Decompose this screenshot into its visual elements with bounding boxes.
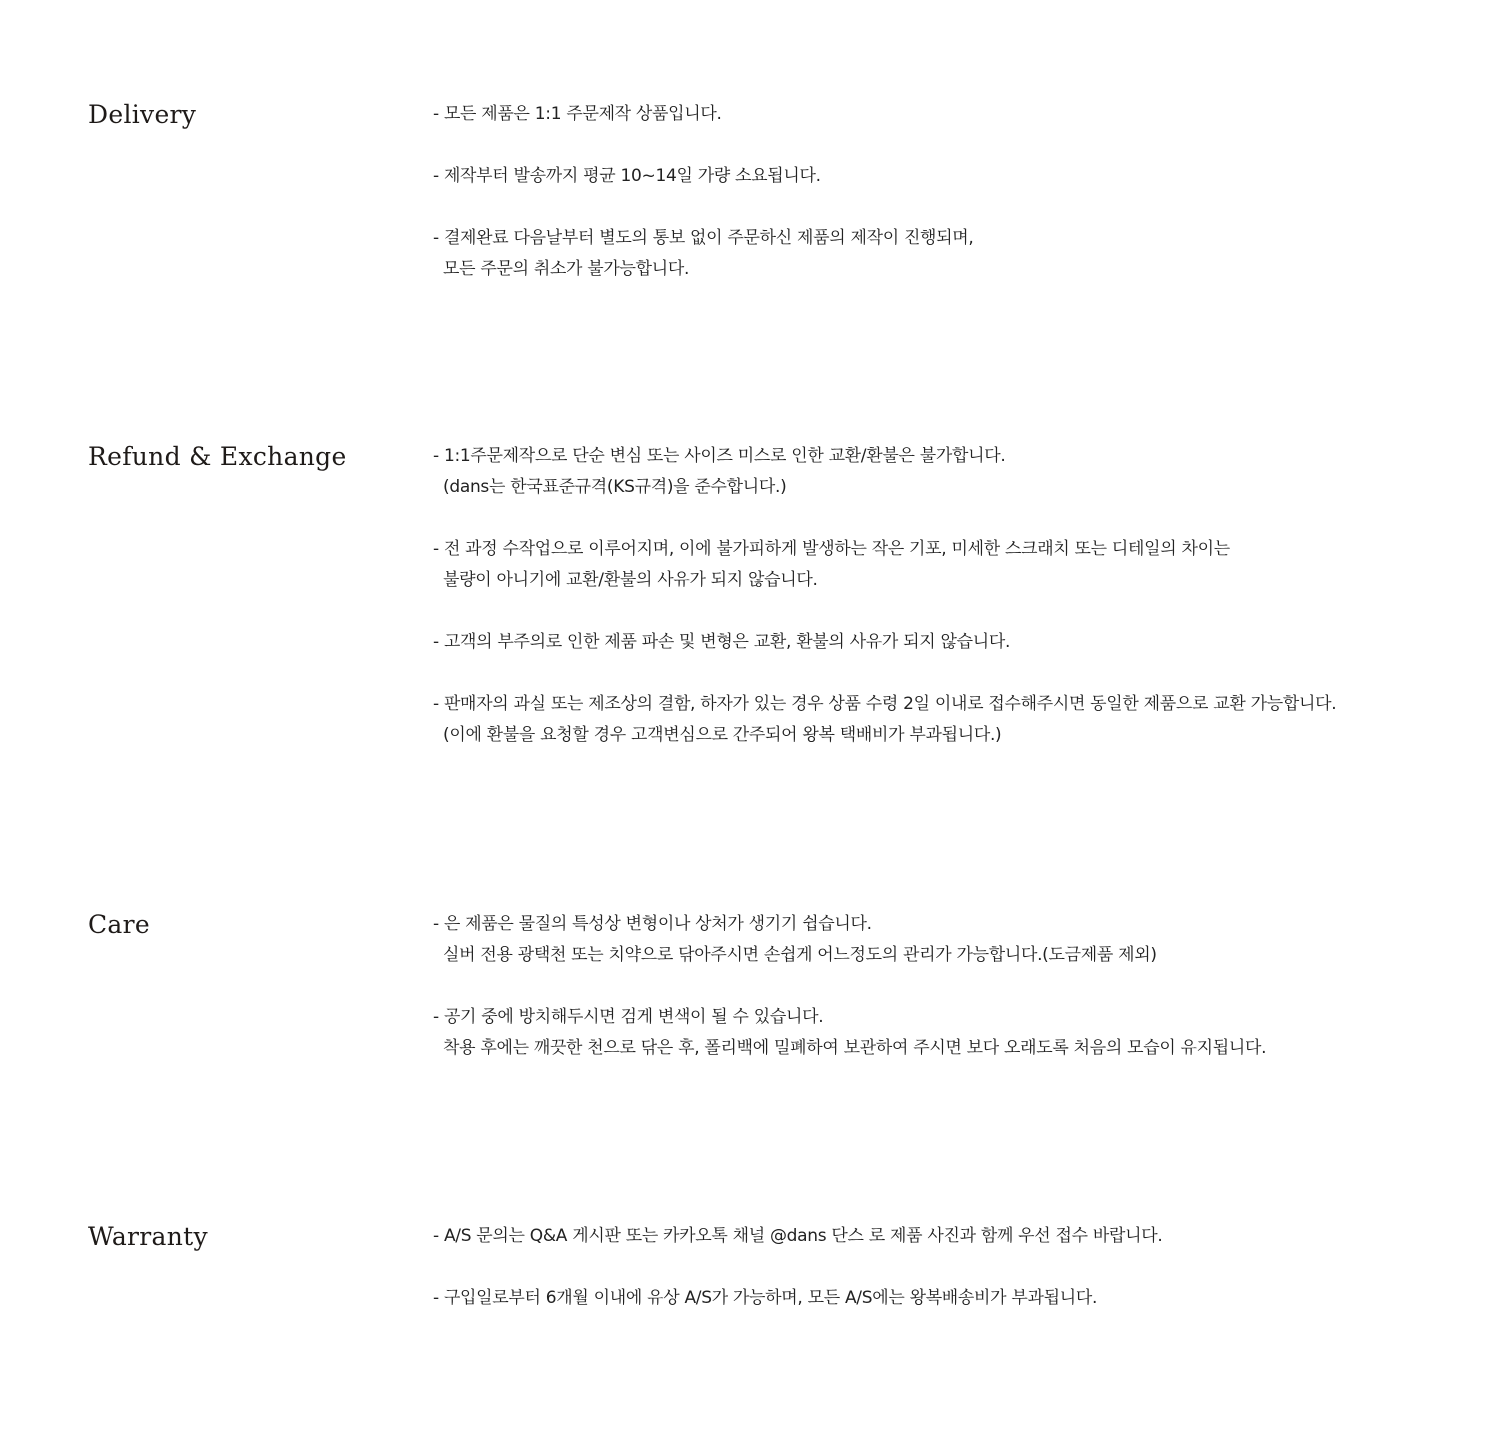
item-line: - A/S 문의는 Q&A 게시판 또는 카카오톡 채널 @dans 단스 로 제품 사진과 함께 우선 접수 바랍니다. bbox=[433, 1226, 1163, 1246]
refund-title: Refund & Exchange bbox=[88, 442, 347, 471]
item-line: - 은 제품은 물질의 특성상 변형이나 상처가 생기기 쉽습니다. bbox=[433, 914, 872, 934]
care-item bbox=[433, 1002, 1483, 1064]
item-line: (이에 환불을 요청할 경우 고객변심으로 간주되어 왕복 택배비가 부과됩니다.) bbox=[443, 725, 1002, 745]
delivery-item bbox=[433, 223, 1483, 285]
item-line: - 구입일로부터 6개월 이내에 유상 A/S가 가능하며, 모든 A/S에는 왕복배송비가 부과됩니다. bbox=[433, 1288, 1098, 1308]
delivery-body bbox=[433, 99, 1483, 316]
refund-item bbox=[433, 627, 1483, 658]
care-item bbox=[433, 909, 1483, 971]
item-line: - 전 과정 수작업으로 이루어지며, 이에 불가피하게 발생하는 작은 기포, 미세한 스크래치 또는 디테일의 차이는 bbox=[433, 539, 1230, 559]
warranty-item bbox=[433, 1283, 1483, 1314]
warranty-item bbox=[433, 1221, 1483, 1252]
item-line: - 모든 제품은 1:1 주문제작 상품입니다. bbox=[433, 104, 722, 124]
item-line: - 공기 중에 방치해두시면 검게 변색이 될 수 있습니다. bbox=[433, 1007, 824, 1027]
item-line: - 판매자의 과실 또는 제조상의 결함, 하자가 있는 경우 상품 수령 2일 이내로 접수해주시면 동일한 제품으로 교환 가능합니다. bbox=[433, 694, 1337, 714]
delivery-title: Delivery bbox=[88, 100, 197, 129]
warranty-body bbox=[433, 1221, 1483, 1345]
item-line: - 고객의 부주의로 인한 제품 파손 및 변형은 교환, 환불의 사유가 되지 않습니다. bbox=[433, 632, 1011, 652]
item-line: (dans는 한국표준규격(KS규격)을 준수합니다.) bbox=[443, 477, 787, 497]
warranty-title: Warranty bbox=[88, 1222, 208, 1251]
item-line: - 1:1주문제작으로 단순 변심 또는 사이즈 미스로 인한 교환/환불은 불가합니다. bbox=[433, 446, 1006, 466]
item-line: 실버 전용 광택천 또는 치약으로 닦아주시면 손쉽게 어느정도의 관리가 가능합니다.(도금제품 제외) bbox=[443, 945, 1157, 965]
delivery-item bbox=[433, 99, 1483, 130]
item-line: 착용 후에는 깨끗한 천으로 닦은 후, 폴리백에 밀폐하여 보관하여 주시면 보다 오래도록 처음의 모습이 유지됩니다. bbox=[443, 1038, 1267, 1058]
care-title: Care bbox=[88, 910, 150, 939]
care-body bbox=[433, 909, 1483, 1095]
refund-item bbox=[433, 441, 1483, 503]
item-line: - 결제완료 다음날부터 별도의 통보 없이 주문하신 제품의 제작이 진행되며, bbox=[433, 228, 974, 248]
item-line: 불량이 아니기에 교환/환불의 사유가 되지 않습니다. bbox=[443, 570, 818, 590]
refund-body bbox=[433, 441, 1483, 782]
item-line: 모든 주문의 취소가 불가능합니다. bbox=[443, 259, 690, 279]
refund-item bbox=[433, 534, 1483, 596]
refund-item bbox=[433, 689, 1483, 751]
item-line: - 제작부터 발송까지 평균 10~14일 가량 소요됩니다. bbox=[433, 166, 821, 186]
delivery-item bbox=[433, 161, 1483, 192]
